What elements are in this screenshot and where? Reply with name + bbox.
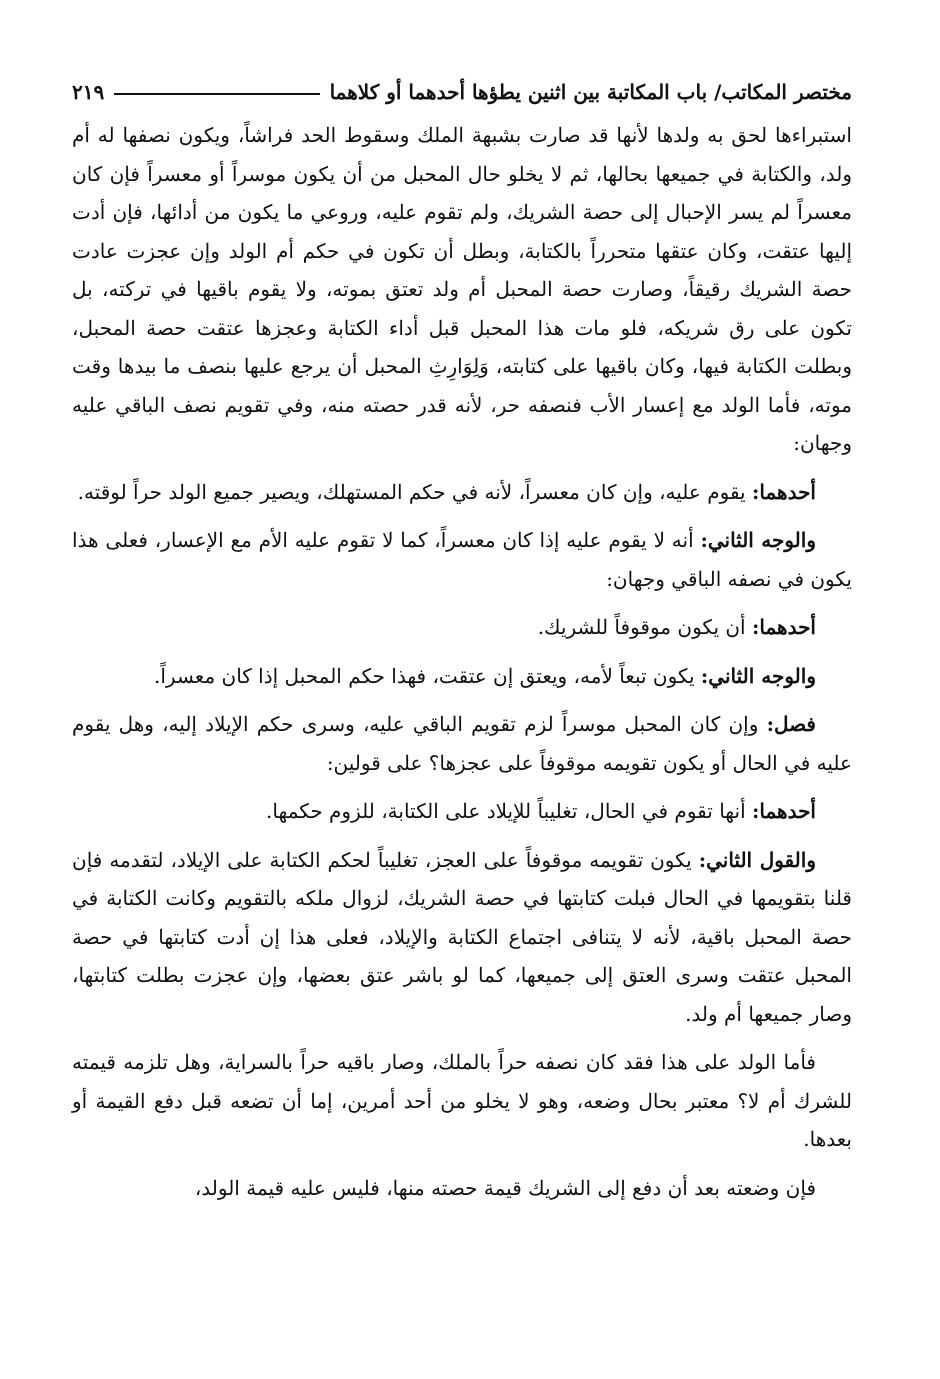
paragraph-text: استبراءها لحق به ولدها لأنها قد صارت بشبهة الملك وسقوط الحد فراشاً، ويكون نصفها له أم ولد، والكتابة في جميعها بحالها، ثم لا يخلو حال المحبل من أن يكون موسراً أو معسراً فإن كان معسراً لم يسر الإحبال إلى حصة الشريك، ولم تقوم عليه، وروعي ما يكون من أدائها، فإن أدت إليها عتقت، وكان عتقها متحرراً بالكتابة، وبطل أن تكون في حكم أم الولد وإن عجزت عادت حصة الشريك رقيقاً، وصارت حصة المحبل أم ولد تعتق بموته، ولا يقوم باقيها في تركته، بل تكون على رق شريكه، فلو مات هذا المحبل قبل أداء الكتابة وعجزها عتقت حصة المحبل، وبطلت الكتابة فيها، وكان باقيها على كتابته، وَلِوَارِثِ المحبل أن يرجع عليها بنصف ما بيدها وقت موته، فأما الولد مع إعسار الأب فنصفه حر، لأنه قدر حصته منه، وفي تقويم نصف الباقي عليه وجهان: <box>72 123 852 455</box>
paragraph-7 <box>72 792 852 831</box>
paragraph-text: يكون تبعاً لأمه، ويعتق إن عتقت، فهذا حكم المحبل إذا كان معسراً. <box>154 663 701 688</box>
paragraph-text: أن يكون موقوفاً للشريك. <box>537 615 752 639</box>
paragraph-lead: فصل: <box>766 712 816 736</box>
paragraph-8 <box>72 841 852 1034</box>
chapter-title: مختصر المكاتب/ باب المكاتبة بين اثنين يطؤها أحدهما أو كلاهما <box>329 80 852 104</box>
paragraph-4 <box>72 608 852 647</box>
paragraph-6 <box>72 705 852 782</box>
paragraph-lead: أحدهما: <box>751 799 816 823</box>
paragraph-10 <box>72 1169 852 1208</box>
page-number: ٢١٩ <box>72 80 105 104</box>
paragraph-3 <box>72 521 852 598</box>
paragraph-text: فأما الولد على هذا فقد كان نصفه حراً بالملك، وصار باقيه حراً بالسراية، وهل تلزمه قيمته للشرك أم لا؟ معتبر بحال وضعه، وهو لا يخلو من أحد أمرين، إما أن تضعه قبل دفع القيمة أو بعدها. <box>72 1050 852 1151</box>
paragraph-text: يقوم عليه، وإن كان معسراً، لأنه في حكم المستهلك، ويصير جميع الولد حراً لوقته. <box>77 479 752 504</box>
paragraph-1 <box>72 116 852 463</box>
paragraph-2 <box>72 473 852 512</box>
body-text <box>72 116 852 1207</box>
paragraph-text: وإن كان المحبل موسراً لزم تقويم الباقي عليه، وسرى حكم الإيلاد إليه، وهل يقوم عليه في الحال أو يكون تقويمه موقوفاً على عجزها؟ على قولين: <box>72 712 852 775</box>
running-header <box>72 76 852 108</box>
paragraph-text: فإن وضعته بعد أن دفع إلى الشريك قيمة حصته منها، فليس عليه قيمة الولد، <box>194 1175 816 1200</box>
paragraph-text: أنه لا يقوم عليه إذا كان معسراً، كما لا تقوم عليه الأم مع الإعسار، فعلى هذا يكون في نصفه الباقي وجهان: <box>72 528 852 591</box>
paragraph-text: أنها تقوم في الحال، تغليباً للإيلاد على الكتابة، للزوم حكمها. <box>266 799 752 823</box>
paragraph-9 <box>72 1043 852 1159</box>
paragraph-lead: أحدهما: <box>751 615 816 639</box>
paragraph-lead: والقول الثاني: <box>698 847 816 872</box>
paragraph-lead: أحدهما: <box>751 479 816 504</box>
paragraph-lead: والوجه الثاني: <box>700 528 816 552</box>
book-page <box>72 76 852 1339</box>
paragraph-text: يكون تقويمه موقوفاً على العجز، تغليباً لحكم الكتابة على الإيلاد، لتقدمه فإن قلنا بتقويمها في الحال فبلت كتابتها في حصة الشريك، لزوال ملكه بالتقويم وكانت الكتابة في حصة المحبل باقية، لأنه لا يتنافى اجتماع الكتابة والإيلاد، فعلى هذا إن أدت كتابتها في حصة المحبل عتقت وسرى العتق إلى جميعها، كما لو باشر عتق بعضها، وإن عجزت بطلت كتابتها، وصار جميعها أم ولد. <box>72 847 852 1026</box>
header-rule <box>114 93 319 95</box>
paragraph-5 <box>72 657 852 696</box>
paragraph-lead: والوجه الثاني: <box>700 663 816 688</box>
